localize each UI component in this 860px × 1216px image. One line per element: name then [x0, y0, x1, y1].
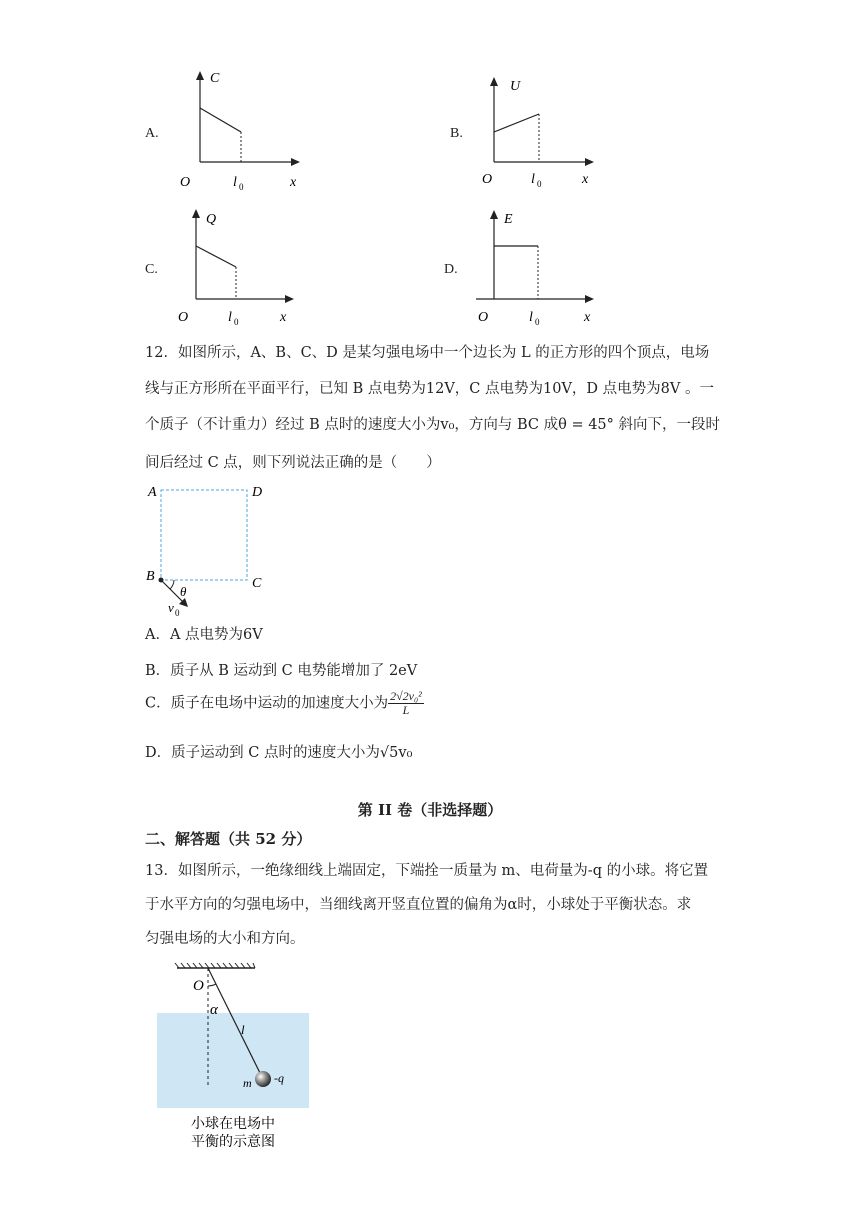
- vertex-d: D: [252, 485, 263, 500]
- square-figure: [140, 478, 280, 618]
- svg-text:U: U: [510, 79, 521, 94]
- graph-d: [468, 202, 608, 330]
- q13-line-3: 匀强电场的大小和方向。: [145, 931, 305, 947]
- svg-text:l: l: [233, 175, 237, 190]
- svg-text:x: x: [584, 310, 591, 325]
- svg-text:0: 0: [239, 182, 244, 192]
- vertex-a: A: [148, 485, 157, 500]
- q12-line-3: 个质子（不计重力）经过 B 点时的速度大小为v₀，方向与 BC 成θ = 45° 斜向下，一段时: [145, 417, 721, 433]
- point-o: O: [193, 978, 204, 994]
- option-a-label: A.: [145, 126, 159, 141]
- svg-text:0: 0: [175, 608, 180, 618]
- svg-text:O: O: [478, 310, 489, 325]
- graph-c: [168, 200, 308, 330]
- svg-text:l: l: [529, 310, 533, 325]
- origin-label: O: [180, 175, 191, 190]
- length-label: l: [241, 1022, 245, 1037]
- charge-label: -q: [274, 1071, 284, 1085]
- caption-line-2: 平衡的示意图: [191, 1135, 275, 1150]
- svg-text:l: l: [531, 172, 535, 187]
- svg-text:O: O: [482, 172, 493, 187]
- caption-line-1: 小球在电场中: [191, 1117, 275, 1132]
- pendulum-figure: [155, 962, 315, 1152]
- q13-line-1: 13．如图所示，一绝缘细线上端固定，下端拴一质量为 m、电荷量为-q 的小球。将它置: [145, 863, 709, 879]
- q12-option-a: A．A 点电势为6V: [145, 627, 263, 643]
- svg-text:0: 0: [234, 317, 239, 327]
- svg-text:O: O: [178, 310, 189, 325]
- graph-a: [170, 62, 310, 192]
- q12-option-b: B．质子从 B 运动到 C 电势能增加了 2eV: [145, 663, 418, 679]
- option-d-label: D.: [444, 262, 458, 277]
- q12-line-4: 间后经过 C 点，则下列说法正确的是（ ）: [145, 455, 441, 471]
- vertex-c: C: [252, 576, 262, 591]
- svg-text:l: l: [228, 310, 232, 325]
- axis-c-label: C: [210, 71, 220, 86]
- svg-text:x: x: [582, 172, 589, 187]
- svg-text:v: v: [168, 600, 174, 615]
- svg-text:Q: Q: [206, 212, 217, 227]
- q12-option-c: C．质子在电场中运动的加速度大小为 $\frac{\text{2√2v₀²}}{L}$: [145, 689, 422, 717]
- alpha-label: α: [210, 1002, 218, 1018]
- mass-label: m: [243, 1076, 252, 1090]
- theta-label: θ: [180, 584, 187, 599]
- section-subtitle: 二、解答题（共 52 分）: [145, 830, 312, 848]
- svg-text:E: E: [504, 212, 513, 227]
- svg-text:0: 0: [535, 317, 540, 327]
- svg-text:x: x: [280, 310, 287, 325]
- section-title: 第 II 卷（非选择题）: [357, 801, 503, 819]
- option-c-label: C.: [145, 262, 158, 277]
- fraction: $\frac{\text{2√2v₀²}}{L}$: [390, 689, 422, 717]
- option-b-label: B.: [450, 126, 463, 141]
- svg-text:0: 0: [537, 179, 542, 189]
- q12-line-1: 12．如图所示，A、B、C、D 是某匀强电场中一个边长为 L 的正方形的四个顶点，电场: [145, 345, 710, 361]
- vertex-b: B: [146, 569, 155, 584]
- q12-line-2: 线与正方形所在平面平行，已知 B 点电势为12V，C 点电势为10V，D 点电势为8V 。一: [145, 381, 714, 397]
- ball-icon: [255, 1071, 271, 1087]
- q13-line-2: 于水平方向的匀强电场中，当细线离开竖直位置的偏角为α时，小球处于平衡状态。求: [145, 897, 692, 913]
- q12-option-d: D．质子运动到 C 点时的速度大小为√5v₀: [145, 745, 413, 761]
- graph-b: [468, 70, 608, 195]
- svg-text:x: x: [290, 175, 297, 190]
